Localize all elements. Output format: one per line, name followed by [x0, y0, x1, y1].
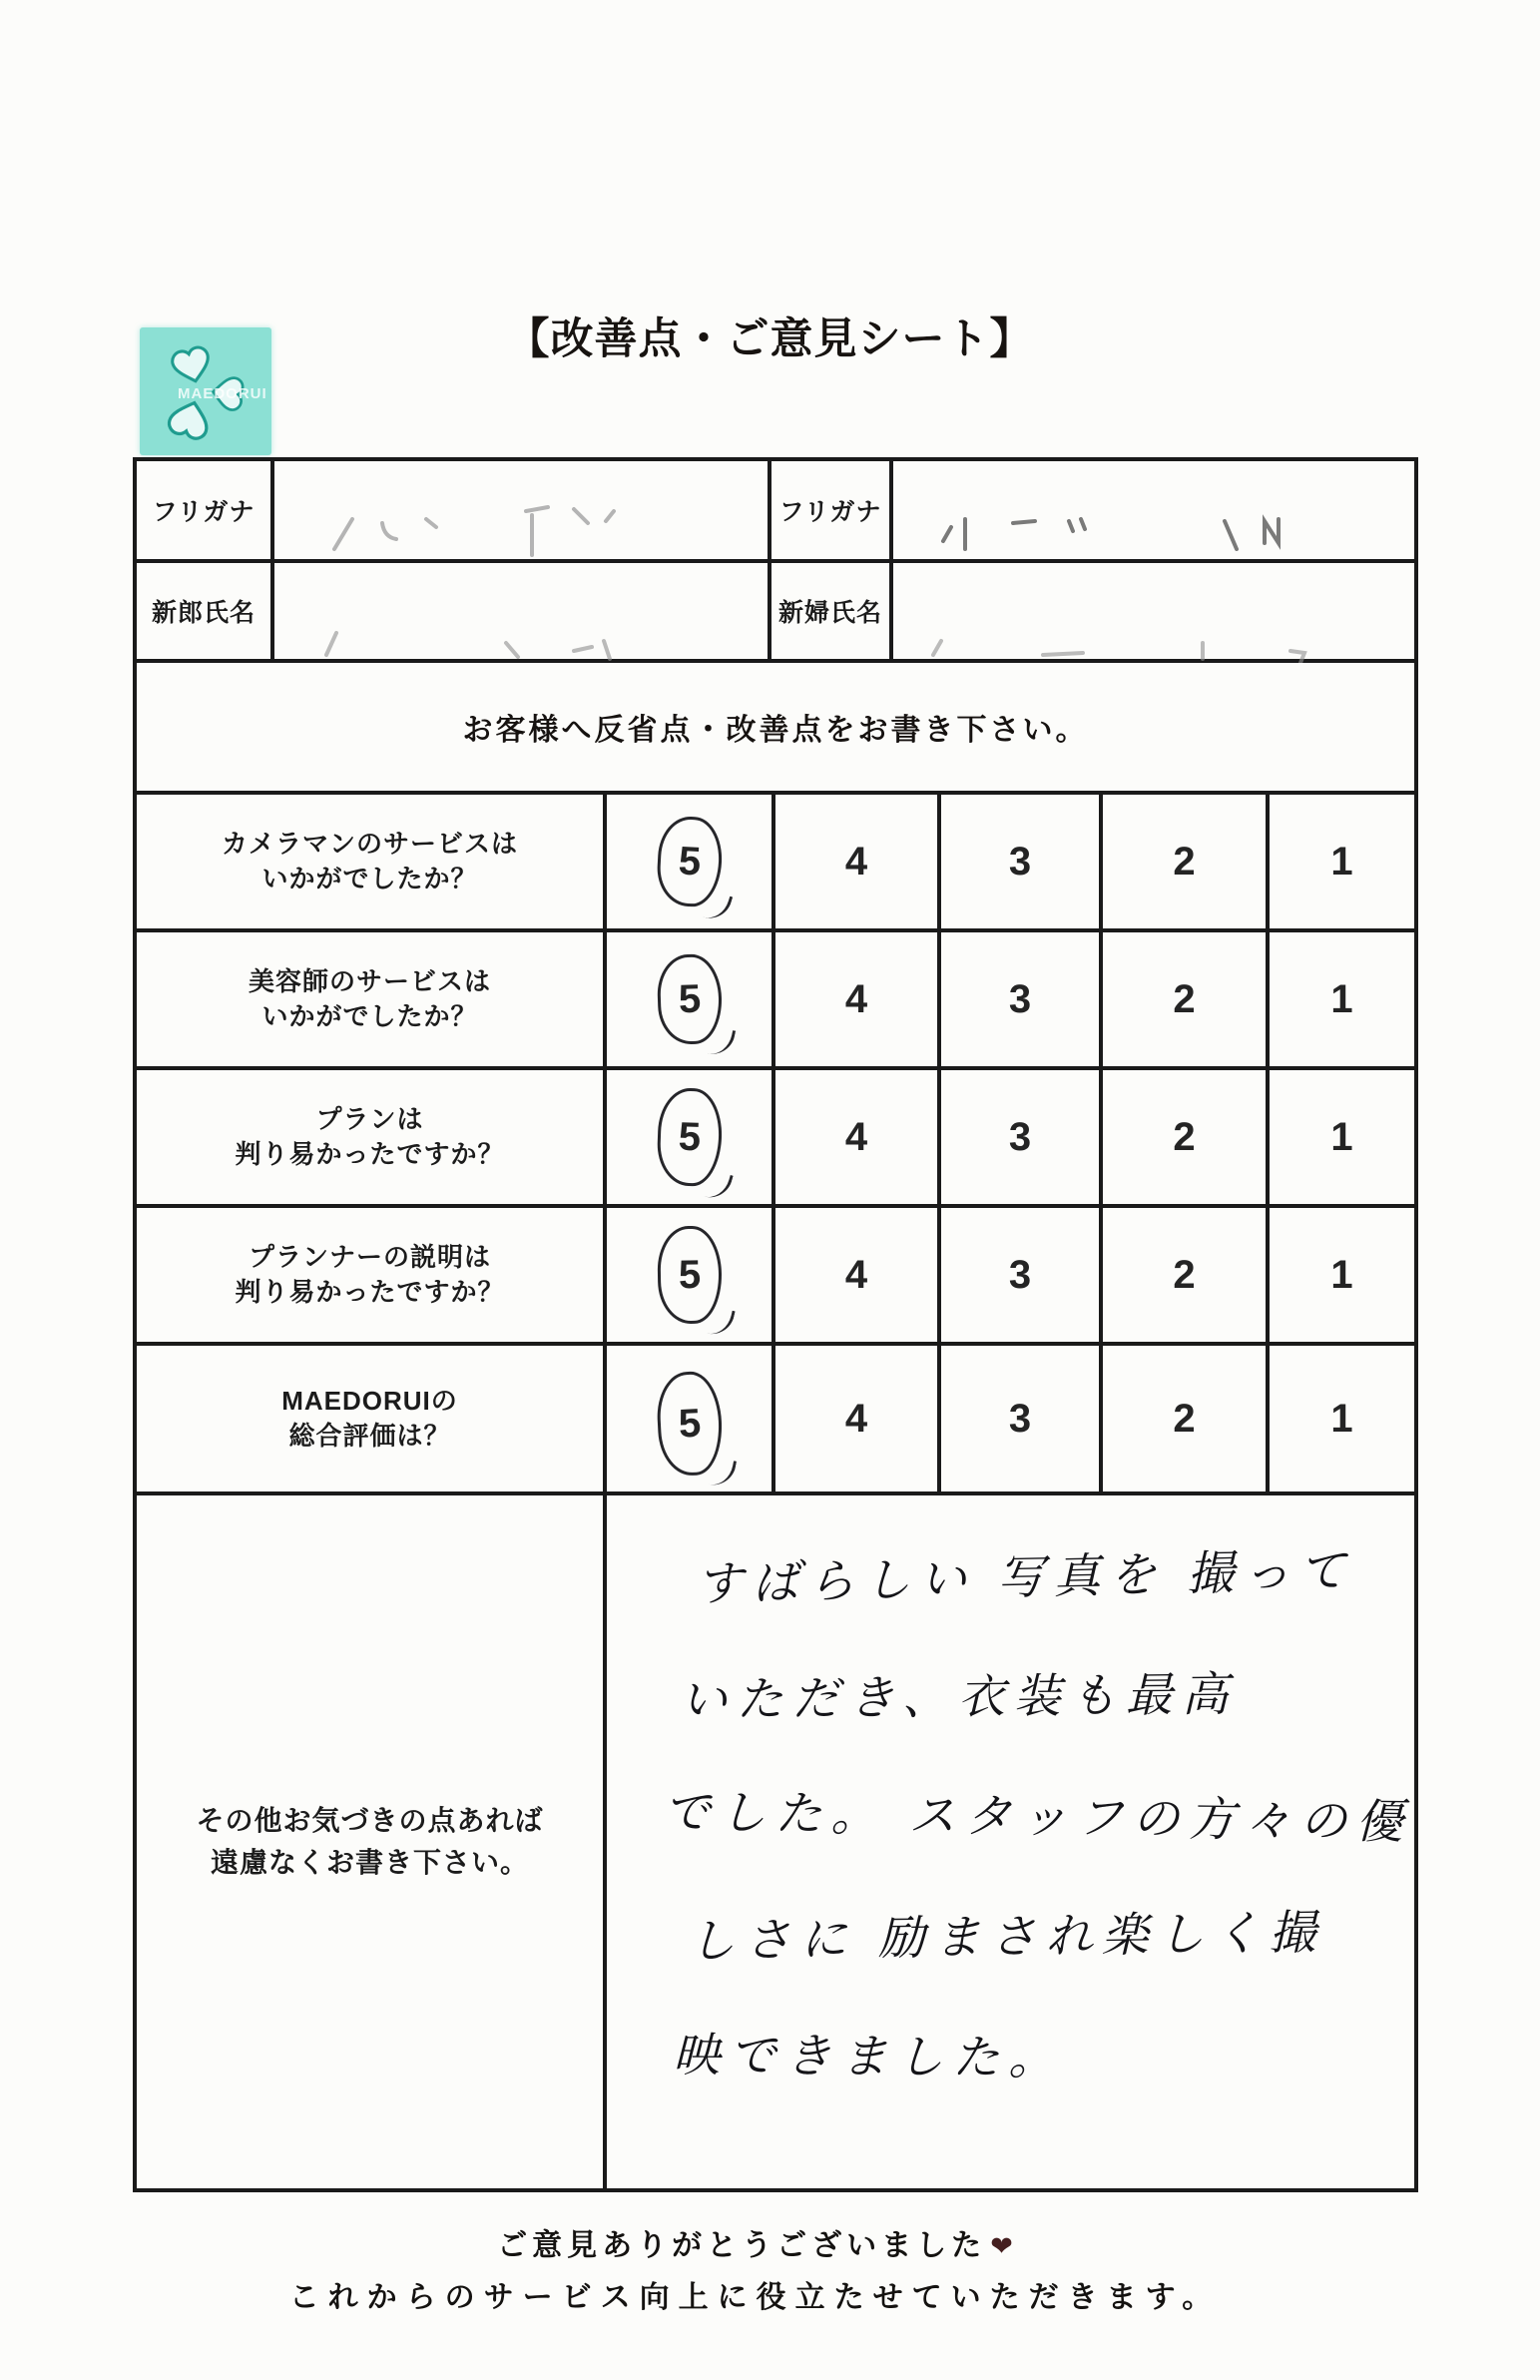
comments-section	[137, 1491, 1414, 2188]
bride-name-value	[889, 559, 1414, 659]
comments-handwriting	[603, 1495, 1431, 2188]
selected-score-circle: 5	[655, 1370, 724, 1477]
score-4-cell: 4	[771, 795, 937, 928]
heart-icon: ❤	[990, 2231, 1013, 2261]
score-1-cell: 1	[1266, 795, 1414, 928]
footer	[0, 2220, 1510, 2316]
score-2-cell: 2	[1099, 795, 1266, 928]
selected-score-circle: 5	[656, 1087, 723, 1187]
instruction-text: お客様へ反省点・改善点をお書き下さい。	[462, 714, 1089, 747]
question-cell: カメラマンのサービスは いかがでしたか？	[221, 828, 518, 893]
selected-score-circle: 5	[656, 953, 723, 1045]
score-5-cell	[603, 932, 771, 1066]
furigana-right-value	[889, 461, 1414, 559]
logo-wordmark: MAEDORUI	[178, 385, 267, 402]
erased-handwriting-mark	[893, 563, 1422, 663]
score-4-cell: 4	[771, 1070, 937, 1204]
groom-name-label: 新郎氏名	[137, 559, 270, 659]
selected-score-circle: 5	[657, 1225, 723, 1324]
score-3-cell: 3	[937, 1070, 1099, 1204]
question-cell: MAEDORUIの 総合評価は？	[281, 1385, 458, 1451]
bride-name-label: 新婦氏名	[768, 559, 889, 659]
rating-row-plan	[137, 1066, 1414, 1204]
score-3-cell: 3	[937, 795, 1099, 928]
score-1-cell: 1	[1266, 1070, 1414, 1204]
footer-thanks-line: ご意見ありがとうございました ❤	[497, 2229, 1013, 2262]
furigana-left-label: フリガナ	[152, 498, 256, 526]
score-5-cell	[603, 795, 771, 928]
handwritten-line: 映できました。	[673, 2028, 1065, 2084]
selected-score-circle: 5	[655, 815, 724, 907]
handwritten-line: いただき、衣装も最高	[680, 1667, 1239, 1726]
score-2-cell: 2	[1099, 932, 1266, 1066]
footer-service-line: これからのサービス向上に役立たせていただきます。	[288, 2281, 1222, 2314]
score-5-cell	[603, 1208, 771, 1342]
erased-handwriting-mark	[274, 563, 771, 663]
score-3-cell: 3	[937, 1208, 1099, 1342]
feedback-form	[133, 457, 1418, 2192]
comments-label: その他お気づきの点あれば 遠慮なくお書き下さい。	[196, 1805, 544, 1878]
handwritten-line: でした。 スタッフの方々の優	[663, 1784, 1412, 1849]
erased-handwriting-mark	[893, 461, 1422, 559]
score-1-cell: 1	[1266, 1208, 1414, 1342]
score-3-cell: 3	[937, 1346, 1099, 1491]
erased-handwriting-mark	[274, 461, 771, 559]
name-section	[137, 461, 1414, 659]
rating-row-cameraman	[137, 791, 1414, 928]
handwritten-line: すばらしい 写真を 撮って	[695, 1543, 1355, 1610]
score-3-cell: 3	[937, 932, 1099, 1066]
rating-row-overall	[137, 1342, 1414, 1491]
score-2-cell: 2	[1099, 1070, 1266, 1204]
handwritten-line: しさに 励まされ楽しく撮	[688, 1905, 1325, 1968]
instruction-row	[137, 659, 1414, 791]
furigana-right-label: フリガナ	[768, 461, 889, 559]
question-cell: プランは 判り易かったですか？	[235, 1103, 505, 1169]
question-cell: 美容師のサービスは いかがでしたか？	[248, 965, 491, 1031]
rating-row-beautician	[137, 928, 1414, 1066]
score-1-cell: 1	[1266, 932, 1414, 1066]
score-4-cell: 4	[771, 932, 937, 1066]
score-2-cell: 2	[1099, 1208, 1266, 1342]
score-2-cell: 2	[1099, 1346, 1266, 1491]
furigana-left-value	[270, 461, 768, 559]
page-title: 【改善点・ご意見シート】	[506, 315, 1034, 363]
score-5-cell	[603, 1346, 771, 1491]
score-4-cell: 4	[771, 1346, 937, 1491]
score-1-cell: 1	[1266, 1346, 1414, 1491]
score-5-cell	[603, 1070, 771, 1204]
rating-row-planner	[137, 1204, 1414, 1342]
score-4-cell: 4	[771, 1208, 937, 1342]
question-cell: プランナーの説明は 判り易かったですか？	[235, 1241, 505, 1307]
groom-name-value	[270, 559, 768, 659]
